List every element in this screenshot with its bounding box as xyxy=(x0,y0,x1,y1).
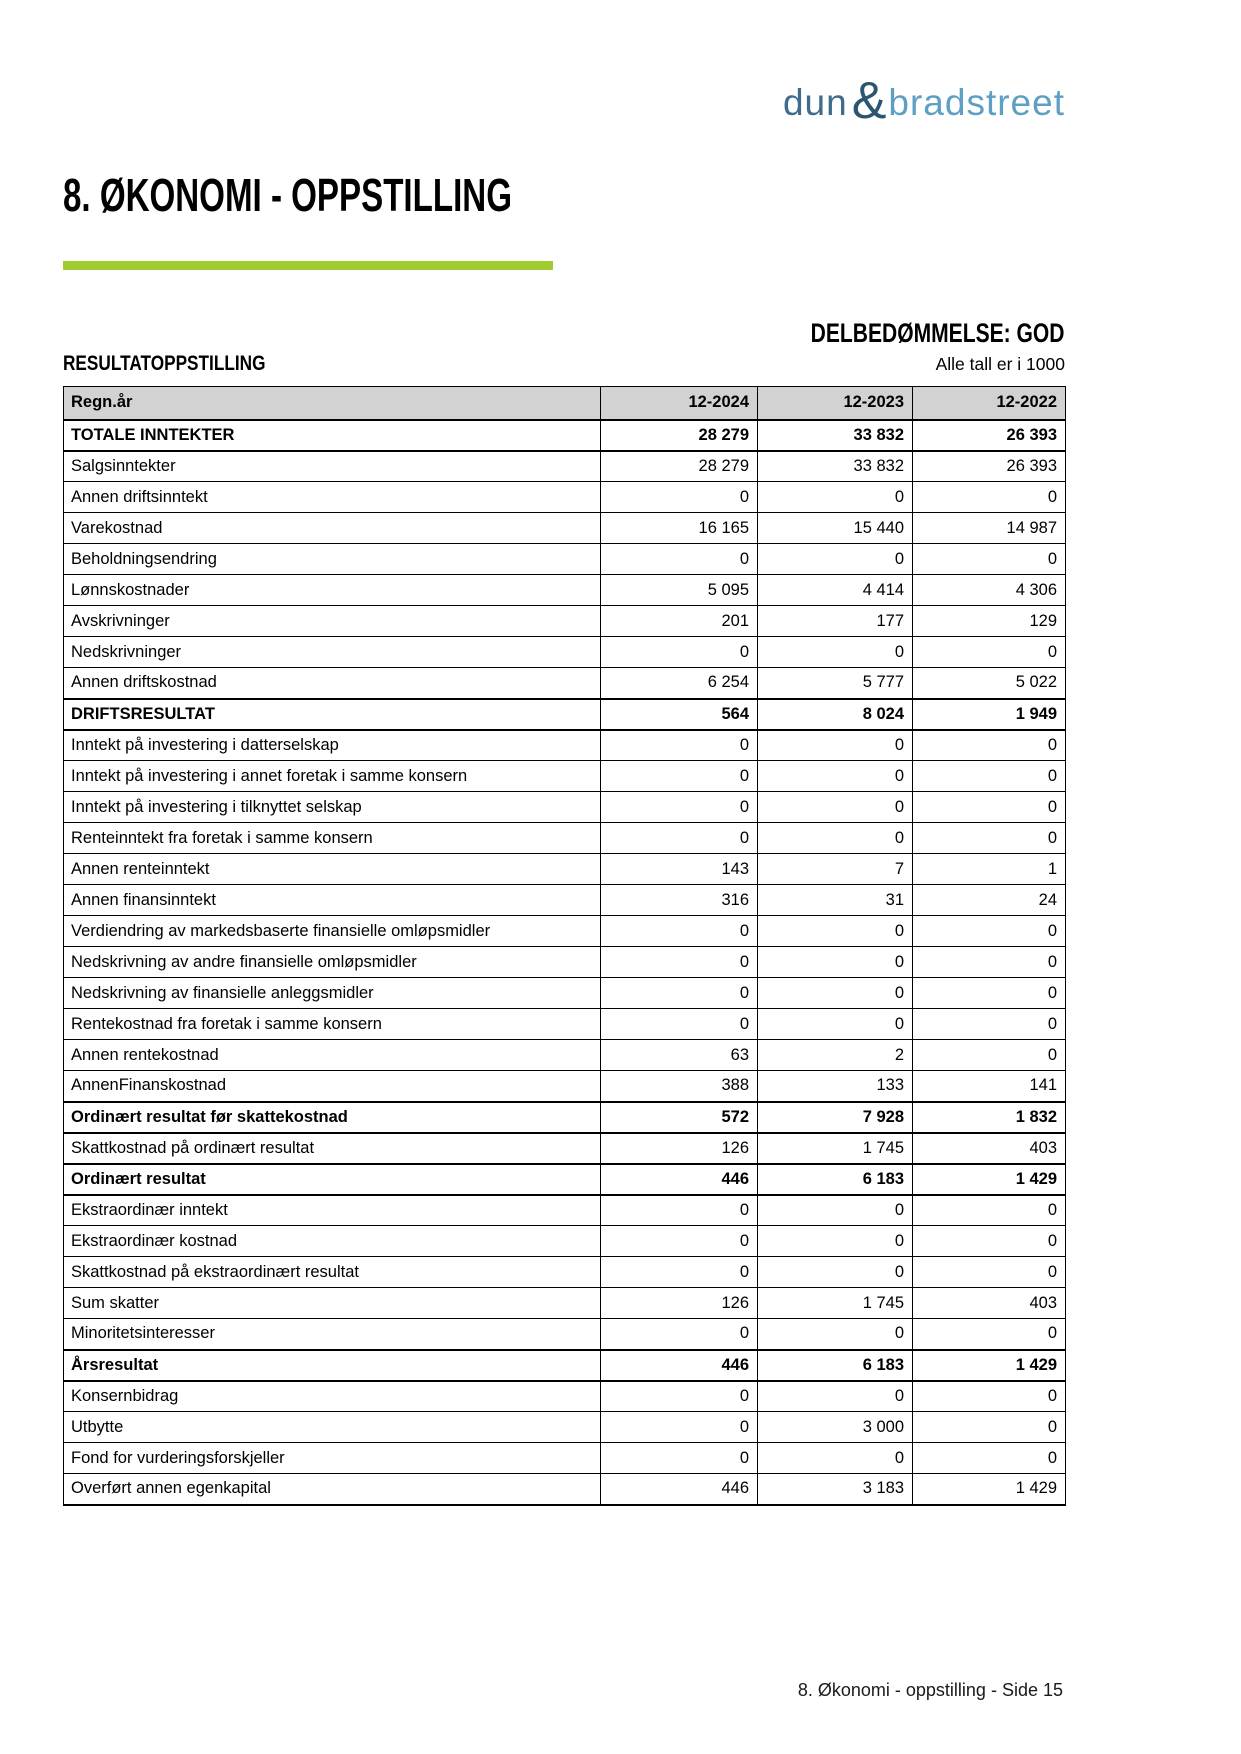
row-label: Annen rentekostnad xyxy=(64,1040,601,1071)
table-row xyxy=(64,1319,1066,1350)
cell-value: 0 xyxy=(913,544,1066,575)
cell-value: 0 xyxy=(913,916,1066,947)
row-label: Inntekt på investering i datterselskap xyxy=(64,730,601,761)
table-row xyxy=(64,1443,1066,1474)
row-label: Beholdningsendring xyxy=(64,544,601,575)
section-heading: RESULTATOPPSTILLING xyxy=(63,352,266,375)
cell-value: 0 xyxy=(758,1009,913,1040)
table-header-cell: 12-2022 xyxy=(913,387,1066,420)
cell-value: 0 xyxy=(601,916,758,947)
cell-value: 0 xyxy=(758,482,913,513)
table-row xyxy=(64,854,1066,885)
title-underline-bar xyxy=(63,261,553,270)
cell-value: 0 xyxy=(601,792,758,823)
row-label: Annen renteinntekt xyxy=(64,854,601,885)
cell-value: 0 xyxy=(758,637,913,668)
row-label: Minoritetsinteresser xyxy=(64,1319,601,1350)
cell-value: 15 440 xyxy=(758,513,913,544)
cell-value: 0 xyxy=(758,1195,913,1226)
cell-value: 0 xyxy=(913,482,1066,513)
cell-value: 0 xyxy=(601,482,758,513)
cell-value: 0 xyxy=(601,1009,758,1040)
table-row xyxy=(64,1164,1066,1195)
row-label: DRIFTSRESULTAT xyxy=(64,699,601,730)
cell-value: 0 xyxy=(601,1443,758,1474)
cell-value: 0 xyxy=(913,637,1066,668)
table-row xyxy=(64,699,1066,730)
logo-text-bradstreet: bradstreet xyxy=(888,82,1065,123)
row-label: Nedskrivning av andre finansielle omløpsmidler xyxy=(64,947,601,978)
row-label: Inntekt på investering i annet foretak i samme konsern xyxy=(64,761,601,792)
row-label: Skattkostnad på ordinært resultat xyxy=(64,1133,601,1164)
cell-value: 5 022 xyxy=(913,668,1066,699)
sub-rating-heading: DELBEDØMMELSE: GOD xyxy=(811,318,1065,348)
cell-value: 0 xyxy=(601,1381,758,1412)
cell-value: 1 745 xyxy=(758,1288,913,1319)
cell-value: 14 987 xyxy=(913,513,1066,544)
logo-ampersand-icon: & xyxy=(851,72,887,130)
cell-value: 0 xyxy=(758,730,913,761)
table-row xyxy=(64,513,1066,544)
table-body xyxy=(64,420,1066,1505)
cell-value: 24 xyxy=(913,885,1066,916)
cell-value: 16 165 xyxy=(601,513,758,544)
cell-value: 0 xyxy=(913,1381,1066,1412)
cell-value: 0 xyxy=(913,947,1066,978)
cell-value: 3 000 xyxy=(758,1412,913,1443)
cell-value: 1 429 xyxy=(913,1474,1066,1505)
cell-value: 133 xyxy=(758,1071,913,1102)
cell-value: 446 xyxy=(601,1164,758,1195)
table-row xyxy=(64,544,1066,575)
cell-value: 0 xyxy=(758,947,913,978)
cell-value: 141 xyxy=(913,1071,1066,1102)
cell-value: 0 xyxy=(758,1381,913,1412)
row-label: Salgsinntekter xyxy=(64,451,601,482)
table-row xyxy=(64,1040,1066,1071)
dun-bradstreet-logo xyxy=(783,68,1065,128)
cell-value: 0 xyxy=(913,1443,1066,1474)
cell-value: 28 279 xyxy=(601,420,758,451)
cell-value: 403 xyxy=(913,1288,1066,1319)
cell-value: 0 xyxy=(913,761,1066,792)
cell-value: 0 xyxy=(913,1040,1066,1071)
cell-value: 3 183 xyxy=(758,1474,913,1505)
table-head xyxy=(64,387,1066,420)
cell-value: 33 832 xyxy=(758,420,913,451)
table-row xyxy=(64,978,1066,1009)
row-label: Fond for vurderingsforskjeller xyxy=(64,1443,601,1474)
cell-value: 4 306 xyxy=(913,575,1066,606)
table-row xyxy=(64,916,1066,947)
row-label: Overført annen egenkapital xyxy=(64,1474,601,1505)
cell-value: 129 xyxy=(913,606,1066,637)
table-row xyxy=(64,1102,1066,1133)
cell-value: 1 949 xyxy=(913,699,1066,730)
cell-value: 0 xyxy=(601,761,758,792)
cell-value: 403 xyxy=(913,1133,1066,1164)
cell-value: 0 xyxy=(601,1195,758,1226)
table-row xyxy=(64,482,1066,513)
table-header-cell: Regn.år xyxy=(64,387,601,420)
row-label: Inntekt på investering i tilknyttet selskap xyxy=(64,792,601,823)
cell-value: 6 254 xyxy=(601,668,758,699)
row-label: Ordinært resultat før skattekostnad xyxy=(64,1102,601,1133)
row-label: TOTALE INNTEKTER xyxy=(64,420,601,451)
row-label: Verdiendring av markedsbaserte finansielle omløpsmidler xyxy=(64,916,601,947)
table-row xyxy=(64,1257,1066,1288)
cell-value: 564 xyxy=(601,699,758,730)
cell-value: 0 xyxy=(913,792,1066,823)
table-row xyxy=(64,606,1066,637)
cell-value: 0 xyxy=(601,947,758,978)
cell-value: 1 xyxy=(913,854,1066,885)
table-row xyxy=(64,1195,1066,1226)
table-row xyxy=(64,885,1066,916)
cell-value: 0 xyxy=(758,916,913,947)
row-label: Varekostnad xyxy=(64,513,601,544)
table-row xyxy=(64,1226,1066,1257)
cell-value: 0 xyxy=(758,1226,913,1257)
cell-value: 126 xyxy=(601,1133,758,1164)
cell-value: 31 xyxy=(758,885,913,916)
table-row xyxy=(64,637,1066,668)
table-row xyxy=(64,1288,1066,1319)
row-label: AnnenFinanskostnad xyxy=(64,1071,601,1102)
logo-text-dun: dun xyxy=(782,82,848,123)
cell-value: 0 xyxy=(913,1319,1066,1350)
cell-value: 0 xyxy=(758,978,913,1009)
row-label: Lønnskostnader xyxy=(64,575,601,606)
row-label: Renteinntekt fra foretak i samme konsern xyxy=(64,823,601,854)
row-label: Årsresultat xyxy=(64,1350,601,1381)
cell-value: 316 xyxy=(601,885,758,916)
row-label: Utbytte xyxy=(64,1412,601,1443)
cell-value: 4 414 xyxy=(758,575,913,606)
cell-value: 0 xyxy=(758,792,913,823)
cell-value: 126 xyxy=(601,1288,758,1319)
page-footer: 8. Økonomi - oppstilling - Side 15 xyxy=(797,1680,1063,1700)
row-label: Nedskrivninger xyxy=(64,637,601,668)
cell-value: 0 xyxy=(913,1226,1066,1257)
cell-value: 572 xyxy=(601,1102,758,1133)
cell-value: 0 xyxy=(758,1443,913,1474)
cell-value: 0 xyxy=(758,1319,913,1350)
cell-value: 201 xyxy=(601,606,758,637)
cell-value: 0 xyxy=(758,761,913,792)
cell-value: 63 xyxy=(601,1040,758,1071)
table-header-row xyxy=(64,387,1066,420)
row-label: Ekstraordinær kostnad xyxy=(64,1226,601,1257)
table-row xyxy=(64,792,1066,823)
table-header-cell: 12-2024 xyxy=(601,387,758,420)
cell-value: 8 024 xyxy=(758,699,913,730)
row-label: Rentekostnad fra foretak i samme konsern xyxy=(64,1009,601,1040)
cell-value: 0 xyxy=(758,1257,913,1288)
row-label: Annen driftskostnad xyxy=(64,668,601,699)
cell-value: 0 xyxy=(758,823,913,854)
cell-value: 0 xyxy=(601,1257,758,1288)
cell-value: 7 xyxy=(758,854,913,885)
cell-value: 1 832 xyxy=(913,1102,1066,1133)
cell-value: 0 xyxy=(913,1412,1066,1443)
cell-value: 0 xyxy=(913,1195,1066,1226)
cell-value: 0 xyxy=(913,823,1066,854)
table-row xyxy=(64,947,1066,978)
table-row xyxy=(64,1133,1066,1164)
cell-value: 7 928 xyxy=(758,1102,913,1133)
cell-value: 0 xyxy=(913,1009,1066,1040)
cell-value: 1 429 xyxy=(913,1350,1066,1381)
row-label: Skattkostnad på ekstraordinært resultat xyxy=(64,1257,601,1288)
cell-value: 0 xyxy=(601,730,758,761)
table-row xyxy=(64,451,1066,482)
cell-value: 5 777 xyxy=(758,668,913,699)
row-label: Ordinært resultat xyxy=(64,1164,601,1195)
table-row xyxy=(64,1381,1066,1412)
cell-value: 0 xyxy=(913,1257,1066,1288)
cell-value: 26 393 xyxy=(913,451,1066,482)
row-label: Annen finansinntekt xyxy=(64,885,601,916)
cell-value: 0 xyxy=(601,1412,758,1443)
cell-value: 33 832 xyxy=(758,451,913,482)
table-row xyxy=(64,420,1066,451)
cell-value: 6 183 xyxy=(758,1164,913,1195)
cell-value: 0 xyxy=(601,823,758,854)
cell-value: 0 xyxy=(601,637,758,668)
table-row xyxy=(64,823,1066,854)
cell-value: 0 xyxy=(601,1226,758,1257)
cell-value: 446 xyxy=(601,1474,758,1505)
cell-value: 1 745 xyxy=(758,1133,913,1164)
cell-value: 0 xyxy=(601,978,758,1009)
row-label: Annen driftsinntekt xyxy=(64,482,601,513)
table-row xyxy=(64,1350,1066,1381)
cell-value: 143 xyxy=(601,854,758,885)
cell-value: 1 429 xyxy=(913,1164,1066,1195)
table-row xyxy=(64,1474,1066,1505)
row-label: Konsernbidrag xyxy=(64,1381,601,1412)
row-label: Avskrivninger xyxy=(64,606,601,637)
units-note: Alle tall er i 1000 xyxy=(935,354,1065,374)
row-label: Sum skatter xyxy=(64,1288,601,1319)
cell-value: 0 xyxy=(913,730,1066,761)
cell-value: 446 xyxy=(601,1350,758,1381)
table-header-cell: 12-2023 xyxy=(758,387,913,420)
cell-value: 0 xyxy=(913,978,1066,1009)
table-row xyxy=(64,1071,1066,1102)
table-row xyxy=(64,668,1066,699)
page-title: 8. ØKONOMI - OPPSTILLING xyxy=(63,169,512,221)
cell-value: 0 xyxy=(758,544,913,575)
cell-value: 26 393 xyxy=(913,420,1066,451)
cell-value: 5 095 xyxy=(601,575,758,606)
cell-value: 177 xyxy=(758,606,913,637)
cell-value: 28 279 xyxy=(601,451,758,482)
cell-value: 0 xyxy=(601,1319,758,1350)
income-statement-table xyxy=(63,386,1066,1506)
row-label: Ekstraordinær inntekt xyxy=(64,1195,601,1226)
table-row xyxy=(64,575,1066,606)
table-row xyxy=(64,1412,1066,1443)
row-label: Nedskrivning av finansielle anleggsmidler xyxy=(64,978,601,1009)
table-row xyxy=(64,730,1066,761)
cell-value: 6 183 xyxy=(758,1350,913,1381)
cell-value: 388 xyxy=(601,1071,758,1102)
cell-value: 2 xyxy=(758,1040,913,1071)
table-row xyxy=(64,761,1066,792)
cell-value: 0 xyxy=(601,544,758,575)
table-row xyxy=(64,1009,1066,1040)
